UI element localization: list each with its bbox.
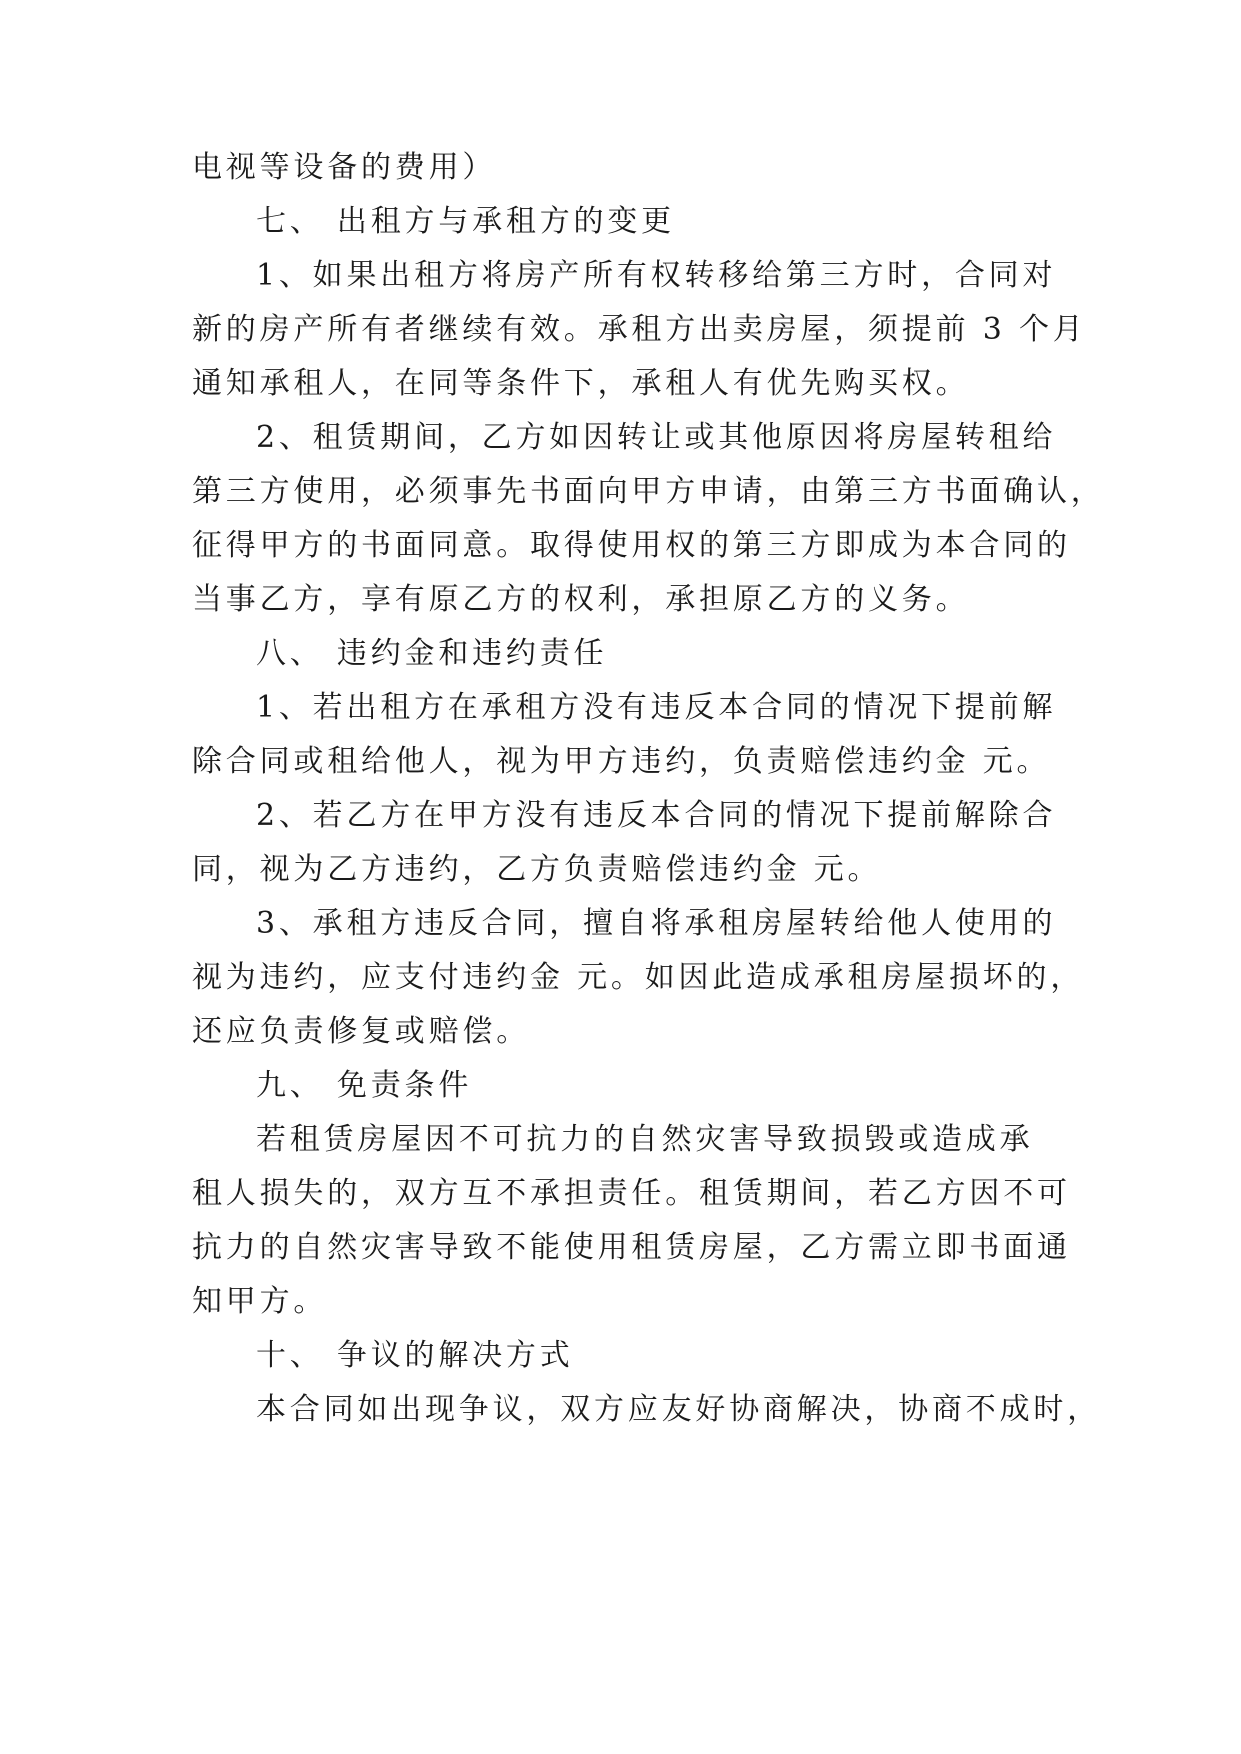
text-line: 视为违约，应支付违约金 元。如因此造成承租房屋损坏的，	[192, 960, 1085, 995]
text-line: 电视等设备的费用）	[192, 150, 497, 185]
text-line: 征得甲方的书面同意。取得使用权的第三方即成为本合同的	[192, 528, 1071, 563]
text-line: 新的房产所有者继续有效。承租方出卖房屋，须提前 3 个月	[192, 312, 1087, 347]
text-line: 若租赁房屋因不可抗力的自然灾害导致损毁或造成承	[256, 1122, 1034, 1157]
text-line: 知甲方。	[192, 1284, 328, 1319]
text-line: 3、承租方违反合同，擅自将承租房屋转给他人使用的	[256, 906, 1057, 941]
text-line: 第三方使用，必须事先书面向甲方申请，由第三方书面确认，	[192, 474, 1105, 509]
text-line: 1、如果出租方将房产所有权转移给第三方时，合同对	[256, 258, 1057, 293]
text-line: 除合同或租给他人，视为甲方违约，负责赔偿违约金 元。	[192, 744, 1051, 779]
text-line: 1、若出租方在承租方没有违反本合同的情况下提前解	[256, 690, 1057, 725]
text-line: 2、租赁期间，乙方如因转让或其他原因将房屋转租给	[256, 420, 1057, 455]
text-line: 租人损失的，双方互不承担责任。租赁期间，若乙方因不可	[192, 1176, 1071, 1211]
text-line: 还应负责修复或赔偿。	[192, 1014, 530, 1049]
text-line: 本合同如出现争议，双方应友好协商解决，协商不成时，	[256, 1392, 1101, 1427]
section-heading-9: 九、 免责条件	[256, 1068, 473, 1103]
text-line: 通知承租人，在同等条件下，承租人有优先购买权。	[192, 366, 970, 401]
section-heading-10: 十、 争议的解决方式	[256, 1338, 574, 1373]
text-line: 当事乙方，享有原乙方的权利，承担原乙方的义务。	[192, 582, 970, 617]
text-line: 同，视为乙方违约，乙方负责赔偿违约金 元。	[192, 852, 882, 887]
text-line: 2、若乙方在甲方没有违反本合同的情况下提前解除合	[256, 798, 1057, 833]
text-line: 抗力的自然灾害导致不能使用租赁房屋，乙方需立即书面通	[192, 1230, 1071, 1265]
section-heading-7: 七、 出租方与承租方的变更	[256, 204, 675, 239]
section-heading-8: 八、 违约金和违约责任	[256, 636, 608, 671]
